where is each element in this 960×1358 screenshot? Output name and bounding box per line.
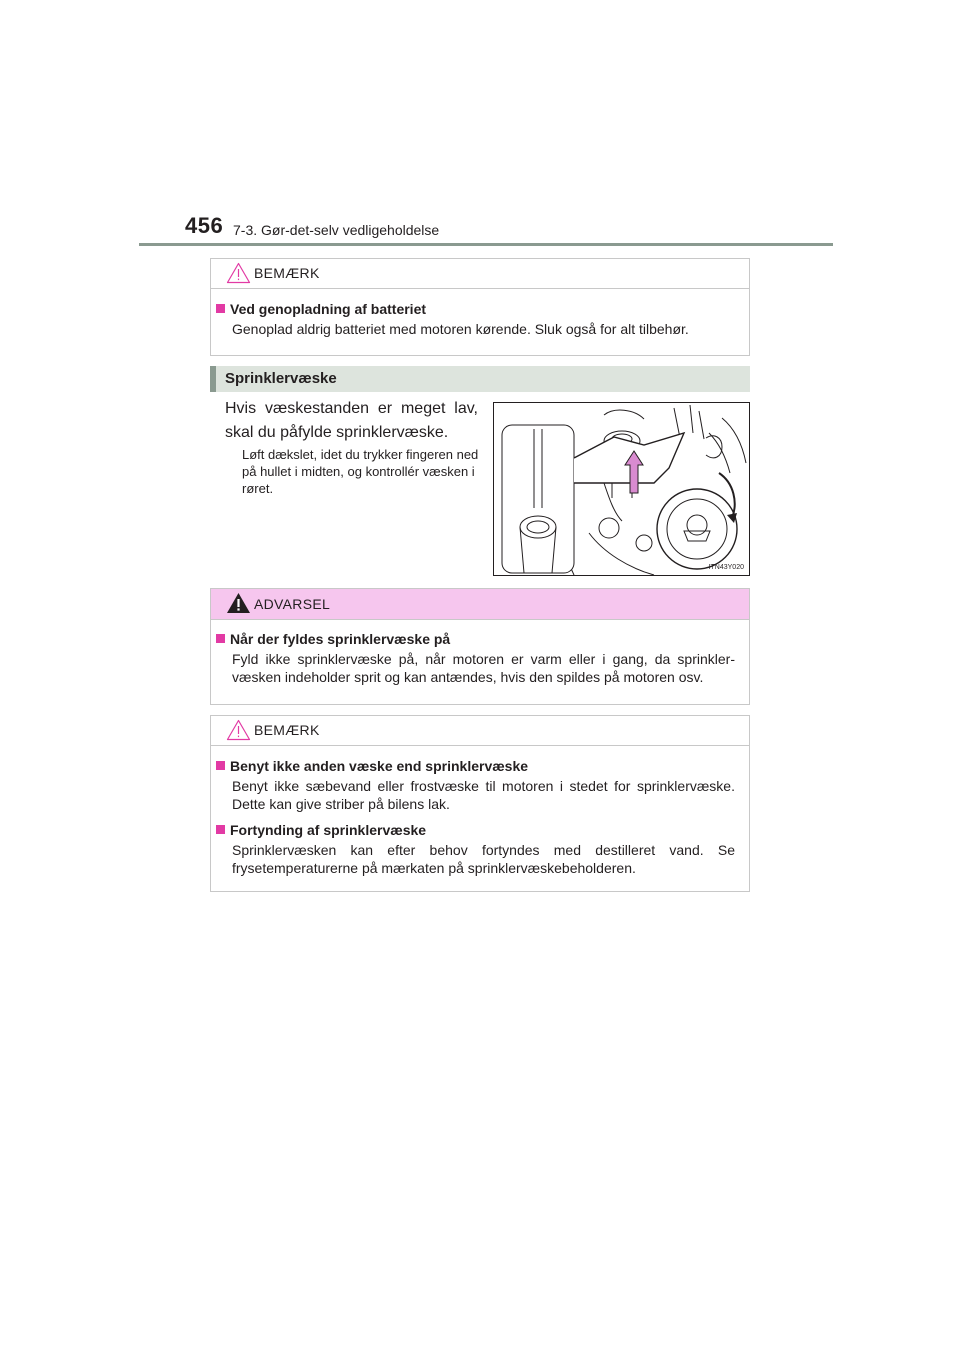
note-item-title: Ved genopladning af batteriet	[216, 301, 735, 317]
bullet-square-icon	[216, 761, 225, 770]
note-item-title: Benyt ikke anden væske end sprinklervæske	[216, 758, 735, 774]
warning-item-title: Når der fyldes sprinklervæske på	[216, 631, 735, 647]
figure-code: ITN43Y020	[708, 564, 744, 571]
bullet-square-icon	[216, 304, 225, 313]
header-rule	[139, 243, 833, 246]
section-accent	[210, 366, 216, 392]
warning-box	[210, 588, 750, 705]
reservoir-drawing	[494, 403, 750, 576]
note-box-header	[211, 259, 749, 289]
note-item-text: Benyt ikke sæbevand eller frostvæske til motoren i stedet for sprinklervæske. Dette kan give striber på bilens lak.	[232, 778, 735, 812]
note-box-washer-fluid	[210, 715, 750, 892]
warning-triangle-icon	[226, 592, 251, 614]
warning-box-label: ADVARSEL	[254, 596, 331, 612]
note-box-label: BEMÆRK	[254, 265, 320, 281]
chapter-title: 7-3. Gør-det-selv vedligeholdelse	[233, 222, 440, 238]
section-intro: Hvis væskestanden er meget lav, skal du påfylde sprinklervæske.	[225, 400, 478, 441]
section-heading-bar	[210, 366, 750, 392]
note-box-battery	[210, 258, 750, 356]
note-box-header	[211, 716, 749, 746]
note-item-text: Genoplad aldrig batteriet med motoren kørende. Sluk også for alt tilbehør.	[232, 321, 689, 337]
section-title: Sprinklervæske	[225, 370, 337, 387]
note-item-title: Fortynding af sprinklervæske	[216, 822, 735, 838]
note-box-label: BEMÆRK	[254, 722, 320, 738]
bullet-square-icon	[216, 634, 225, 643]
washer-reservoir-illustration	[493, 402, 750, 576]
section-instruction: Løft dækslet, idet du trykker fingeren ned på hullet i midten, og kontrollér væsken i røret.	[242, 447, 479, 496]
note-item-text: Sprinklervæsken kan efter behov fortyndes med destilleret vand. Se frysetemperaturerne på mærkaten på sprinklervæskebeholderen.	[232, 842, 735, 876]
caution-outline-icon	[226, 719, 251, 741]
bullet-square-icon	[216, 825, 225, 834]
caution-outline-icon	[226, 262, 251, 284]
page-number: 456	[185, 213, 224, 238]
warning-item-text: Fyld ikke sprinklervæske på, når motoren er varm eller i gang, da sprinkler-væsken indeholder sprit og kan antændes, hvis den spildes på motoren osv.	[232, 651, 735, 685]
warning-box-header	[211, 589, 749, 620]
